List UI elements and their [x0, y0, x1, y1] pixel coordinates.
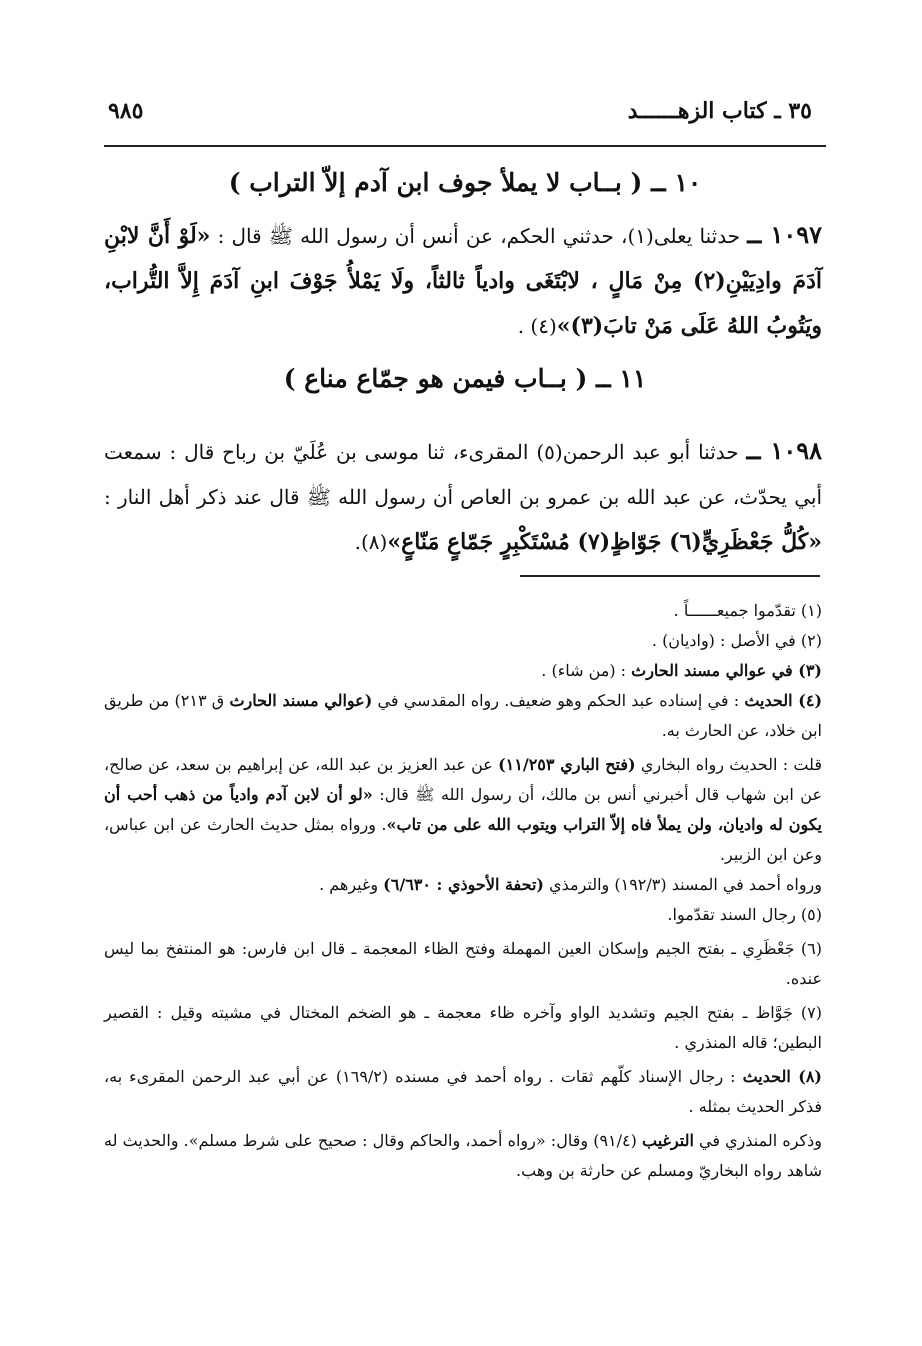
qult-matn: «لو أن لابن آدم وادياً من ذهب أحب أن يكون له واديان، ولن يملأ فاه إلاّ التراب ويتوب الله على من تاب»	[104, 785, 823, 834]
ahmad-source: (تحفة الأحوذي : ٦/٦٣٠)	[383, 875, 544, 894]
footnote-text: : (من شاء) .	[541, 661, 632, 680]
hadith-ending: (٨).	[354, 530, 388, 554]
hadith-ending: (٤) .	[517, 314, 557, 338]
footnotes	[104, 596, 822, 1186]
hadith-isnad: حدثنا أبو عبد الرحمن(٥) المقرىء، ثنا موسى بن عُلَيّ بن رباح قال : سمعت أبي يحدّث، عن عبد الله بن عمرو بن العاص أن رسول الله ﷺ قال عند ذكر أهل النار :	[104, 440, 822, 509]
footnote-source: (عوالي مسند الحارث	[229, 691, 373, 710]
footnote-4	[104, 686, 822, 746]
footnote-8	[104, 1062, 822, 1122]
hadith-number: ١٠٩٧ ــ	[747, 220, 822, 249]
qult-text: . ورواه بمثل حديث الحارث عن ابن عباس، وعن ابن الزبير.	[104, 815, 822, 864]
hadith-1098	[104, 428, 822, 565]
qult-text: قلت : الحديث رواه البخاري	[635, 755, 822, 774]
running-title: ٣٥ ـ كتاب الزهــــــد	[627, 98, 812, 124]
footnote-2: (٢) في الأصل : (واديان) .	[651, 631, 822, 650]
ahmad-text: ورواه أحمد في المسند (١٩٢/٣) والترمذي	[543, 875, 822, 894]
footnote-separator	[520, 575, 820, 577]
footnote-qult	[104, 750, 822, 870]
qult-source: (فتح الباري ١١/٢٥٣)	[498, 755, 636, 774]
mundhiri-text: (٩١/٤) وقال: «رواه أحمد، والحاكم وقال : صحيح على شرط مسلم». والحديث له شاهد رواه البخاريّ ومسلم عن حارثة بن وهب.	[104, 1131, 822, 1180]
footnote-text: : في إسناده عبد الحكم وهو ضعيف. رواه المقدسي في	[372, 691, 745, 710]
chapter-10-title: ١٠ ــ ( بــاب لا يملأ جوف ابن آدم إلاّ التراب )	[228, 168, 702, 197]
footnote-3	[104, 656, 822, 686]
qult-text: عن عبد العزيز بن عبد الله، عن إبراهيم بن سعد، عن صالح، عن ابن شهاب قال أخبرني أنس بن مالك، أن رسول الله ﷺ قال:	[104, 755, 822, 804]
page-number: ٩٨٥	[108, 98, 144, 124]
footnote-label: (٨) الحديث	[742, 1067, 822, 1086]
page-header	[104, 92, 824, 136]
footnote-5: (٥) رجال السند تقدّموا.	[667, 905, 822, 924]
footnote-label: (٤) الحديث	[744, 691, 823, 710]
mundhiri-source: الترغيب	[642, 1131, 694, 1150]
mundhiri-text: وذكره المنذري في	[693, 1131, 823, 1150]
ahmad-text: وغيرهم .	[319, 875, 384, 894]
hadith-number: ١٠٩٨ ــ	[746, 436, 822, 465]
hadith-matn: «لَوْ أَنَّ لابْنِ آدَمَ وادِيَيْنِ(٢) مِنْ مَالٍ ، لابْتَغَى وادياً ثالثاً، ولَا يَمْلأُ جَوْفَ ابنِ آدَمَ إِلاَّ التُّراب، ويَتُوبُ اللهُ عَلَى مَنْ تابَ(٣)»	[104, 223, 822, 339]
footnote-6: (٦) جَعْظَرِي ـ بفتح الجيم وإسكان العين المهملة وفتح الظاء المعجمة ـ قال ابن فارس: هو المنتفخ بما ليس عنده.	[104, 939, 823, 988]
footnote-7: (٧) جَوَّاظ ـ بفتح الجيم وتشديد الواو وآخره ظاء معجمة ـ هو الضخم المختال في مشيته وقيل : القصير البطين؛ قاله المنذري .	[104, 1003, 822, 1052]
footnote-text: : رجال الإسناد كلّهم ثقات . رواه أحمد في مسنده (١٦٩/٢) عن أبي عبد الرحمن المقرىء به، فذكر الحديث بمثله .	[104, 1067, 822, 1116]
footnote-mundhiri	[104, 1126, 822, 1186]
chapter-11-title: ١١ ــ ( بــاب فيمن هو جمّاع مناع )	[283, 364, 647, 393]
hadith-1097	[104, 212, 822, 349]
footnote-1: (١) تقدّموا جميعــــــاً .	[673, 601, 822, 620]
header-rule	[104, 145, 826, 147]
hadith-matn: «كُلُّ جَعْظَرِيٍّ(٦) جَوّاظٍ(٧) مُسْتَكْبِرٍ جَمّاعٍ مَنّاعٍ»	[387, 529, 822, 555]
hadith-isnad: حدثنا يعلى(١)، حدثني الحكم، عن أنس أن رسول الله ﷺ قال :	[210, 224, 748, 248]
footnote-ahmad	[104, 870, 822, 900]
footnote-tail: ق ٢١٣) من طريق ابن خلاد، عن الحارث به.	[104, 691, 822, 740]
footnote-label: (٣) في عوالي مسند الحارث	[631, 661, 822, 680]
